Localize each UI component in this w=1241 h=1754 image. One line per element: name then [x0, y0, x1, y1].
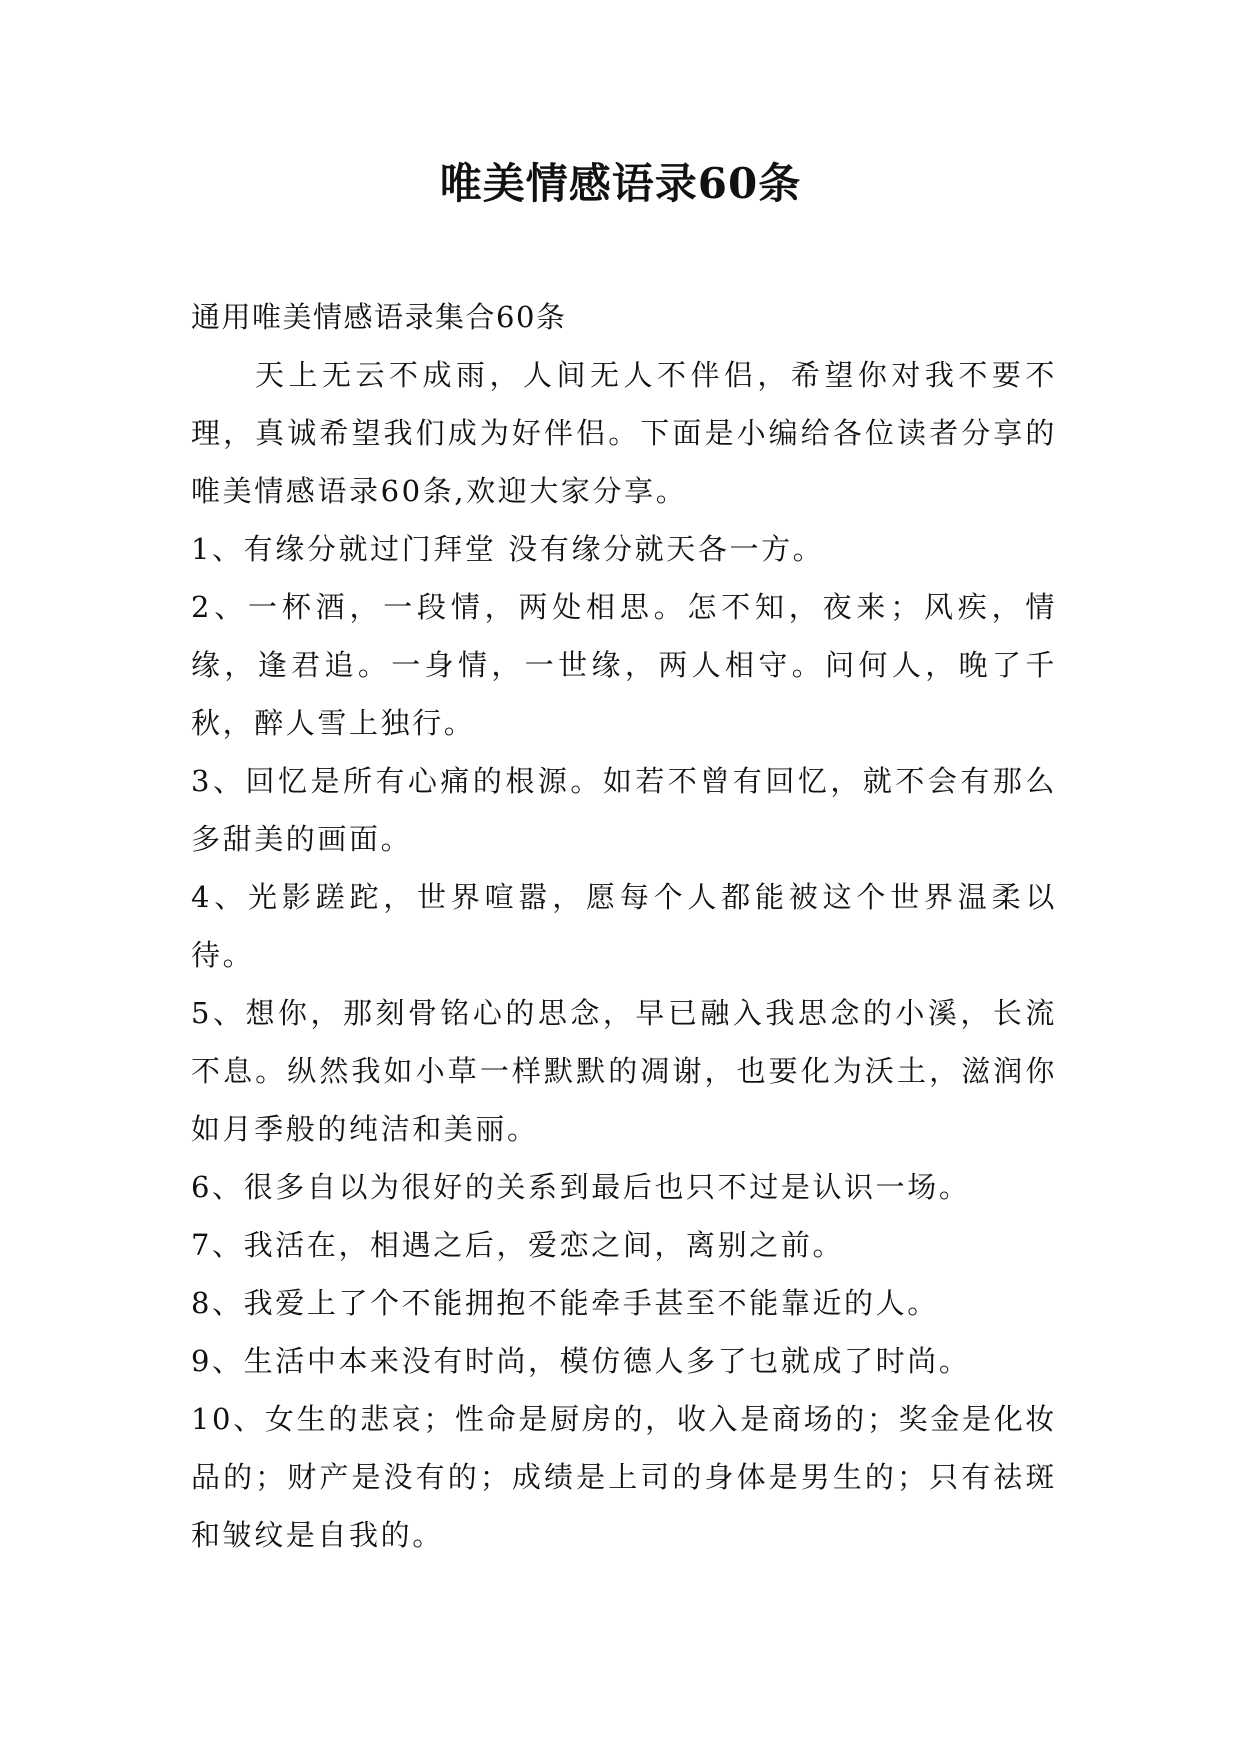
list-item: 5、想你，那刻骨铭心的思念，早已融入我思念的小溪，长流不息。纵然我如小草一样默默的凋谢，也要化为沃土，滋润你如月季般的纯洁和美丽。	[191, 996, 1057, 1146]
subtitle: 通用唯美情感语录集合60条	[191, 300, 567, 334]
intro-paragraph: 天上无云不成雨，人间无人不伴侣，希望你对我不要不理，真诚希望我们成为好伴侣。下面是小编给各位读者分享的唯美情感语录60条,欢迎大家分享。	[191, 358, 1057, 508]
list-item: 9、生活中本来没有时尚，模仿德人多了乜就成了时尚。	[191, 1344, 971, 1378]
list-item: 4、光影蹉跎，世界喧嚣，愿每个人都能被这个世界温柔以待。	[191, 880, 1057, 972]
list-item: 7、我活在，相遇之后，爱恋之间，离别之前。	[191, 1228, 845, 1262]
document-body	[191, 288, 1057, 1564]
list-item: 3、回忆是所有心痛的根源。如若不曾有回忆，就不会有那么多甜美的画面。	[191, 764, 1057, 856]
list-item: 8、我爱上了个不能拥抱不能牵手甚至不能靠近的人。	[191, 1286, 939, 1320]
list-item: 2、一杯酒，一段情，两处相思。怎不知，夜来；风疾，情缘，逢君追。一身情，一世缘，两人相守。问何人，晚了千秋，醉人雪上独行。	[191, 590, 1057, 740]
page-title: 唯美情感语录60条	[439, 159, 802, 208]
list-item: 6、很多自以为很好的关系到最后也只不过是认识一场。	[191, 1170, 971, 1204]
list-item: 10、女生的悲哀；性命是厨房的，收入是商场的；奖金是化妆品的；财产是没有的；成绩是上司的身体是男生的；只有祛斑和皱纹是自我的。	[191, 1402, 1057, 1552]
list-item: 1、有缘分就过门拜堂 没有缘分就天各一方。	[191, 532, 825, 566]
